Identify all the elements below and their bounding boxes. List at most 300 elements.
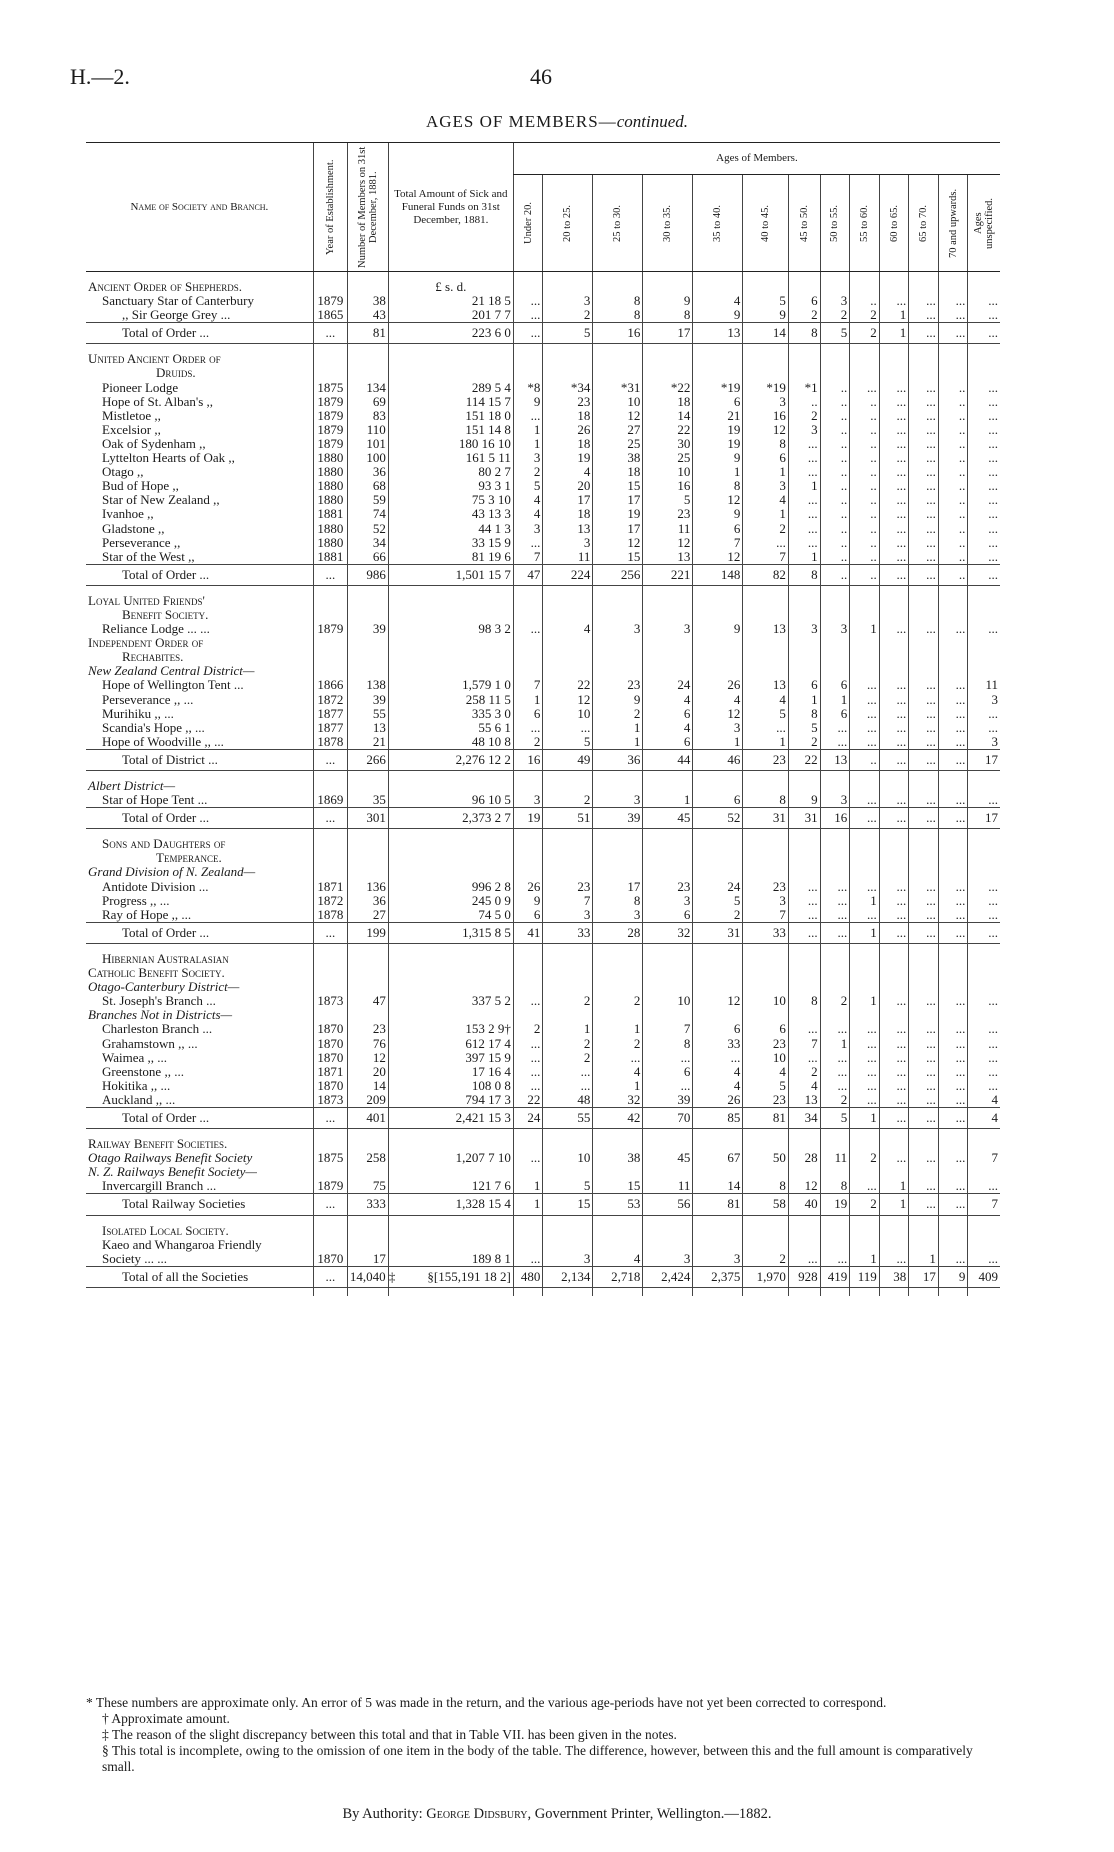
age-cell: 8 bbox=[593, 308, 643, 323]
year-cell bbox=[313, 664, 347, 678]
age-cell: ... bbox=[850, 707, 880, 721]
members-cell bbox=[347, 865, 388, 879]
year-cell: ... bbox=[313, 1107, 347, 1128]
age-cell: ... bbox=[513, 721, 543, 735]
age-cell: ... bbox=[938, 323, 968, 344]
age-cell: 1 bbox=[879, 323, 909, 344]
table-row bbox=[86, 894, 1000, 908]
age-cell: 2 bbox=[593, 1037, 643, 1051]
age-cell: 5 bbox=[743, 1079, 788, 1093]
age-cell: 70 bbox=[643, 1107, 693, 1128]
members-cell bbox=[347, 1224, 388, 1238]
age-cell: ... bbox=[909, 437, 939, 451]
branch-name: Auckland ,, ... bbox=[102, 1091, 176, 1107]
funds-cell: 258 11 5 bbox=[388, 693, 513, 707]
age-cell: 38 bbox=[593, 1151, 643, 1165]
spacer-cell bbox=[313, 829, 347, 838]
page-title bbox=[0, 112, 1114, 132]
age-cell: .. bbox=[820, 437, 850, 451]
age-cell: 1 bbox=[593, 735, 643, 750]
section-heading: Ancient Order of Shepherds. bbox=[88, 279, 243, 294]
age-cell bbox=[743, 865, 788, 879]
members-cell: 209 bbox=[347, 1093, 388, 1108]
age-cell bbox=[643, 1224, 693, 1238]
year-cell: ... bbox=[313, 323, 347, 344]
spacer-cell bbox=[788, 344, 820, 353]
age-cell: 15 bbox=[593, 479, 643, 493]
age-cell: ... bbox=[938, 793, 968, 808]
funds-cell: 189 8 1 bbox=[388, 1252, 513, 1267]
footnotes bbox=[86, 1695, 1006, 1775]
spacer-cell bbox=[693, 344, 743, 353]
age-cell: ... bbox=[820, 1252, 850, 1267]
age-cell: 3 bbox=[820, 622, 850, 636]
spacer-cell bbox=[850, 829, 880, 838]
age-cell: 1 bbox=[743, 507, 788, 521]
age-cell: 22 bbox=[643, 423, 693, 437]
age-cell: ... bbox=[909, 721, 939, 735]
age-cell bbox=[543, 779, 593, 793]
age-cell: 27 bbox=[593, 423, 643, 437]
table-row bbox=[86, 1151, 1000, 1165]
table-row bbox=[86, 381, 1000, 395]
age-cell bbox=[909, 352, 939, 366]
section-heading-row bbox=[86, 664, 1000, 678]
year-cell: 1880 bbox=[313, 493, 347, 507]
branch-name: Reliance Lodge ... ... bbox=[102, 621, 210, 637]
spacer-cell bbox=[513, 1287, 543, 1296]
age-cell: 10 bbox=[643, 994, 693, 1008]
age-cell: ... bbox=[938, 880, 968, 894]
funds-cell: 33 15 9 bbox=[388, 536, 513, 550]
age-cell: 19 bbox=[593, 507, 643, 521]
table-row bbox=[86, 294, 1000, 308]
age-cell bbox=[879, 280, 909, 294]
age-cell bbox=[788, 636, 820, 650]
age-cell: ... bbox=[909, 749, 939, 770]
age-cell: ... bbox=[909, 1065, 939, 1079]
spacer-cell bbox=[938, 943, 968, 952]
table-row bbox=[86, 1051, 1000, 1065]
year-cell: 1879 bbox=[313, 437, 347, 451]
age-cell: 5 bbox=[743, 707, 788, 721]
age-cell bbox=[693, 1238, 743, 1252]
age-cell bbox=[850, 366, 880, 380]
age-cell: ... bbox=[850, 1093, 880, 1108]
spacer-cell bbox=[788, 1215, 820, 1224]
age-cell bbox=[850, 1165, 880, 1179]
funds-cell bbox=[388, 664, 513, 678]
age-cell bbox=[968, 966, 1000, 980]
age-cell: ... bbox=[909, 1194, 939, 1215]
age-cell: 6 bbox=[788, 294, 820, 308]
total-label: Total of all the Societies bbox=[86, 1266, 313, 1287]
age-cell bbox=[543, 851, 593, 865]
spacer-cell bbox=[968, 585, 1000, 594]
age-cell: ... bbox=[643, 1051, 693, 1065]
age-cell bbox=[850, 966, 880, 980]
age-cell: ... bbox=[938, 1037, 968, 1051]
imprint-suffix: , Government Printer, Wellington.—1882. bbox=[527, 1806, 772, 1822]
age-cell bbox=[643, 608, 693, 622]
age-cell bbox=[693, 779, 743, 793]
age-cell: 3 bbox=[643, 622, 693, 636]
funds-cell: 397 15 9 bbox=[388, 1051, 513, 1065]
age-cell bbox=[643, 594, 693, 608]
age-cell: ... bbox=[968, 550, 1000, 565]
age-cell: 9 bbox=[513, 395, 543, 409]
total-label: Total of Order ... bbox=[86, 808, 313, 829]
age-cell bbox=[879, 837, 909, 851]
branch-name: Charleston Branch ... bbox=[102, 1021, 213, 1037]
age-cell: ... bbox=[968, 522, 1000, 536]
funds-cell: 201 7 7 bbox=[388, 308, 513, 323]
spacer-cell bbox=[850, 344, 880, 353]
age-cell bbox=[593, 366, 643, 380]
section-heading-row bbox=[86, 280, 1000, 294]
spacer-cell bbox=[543, 1129, 593, 1138]
age-cell bbox=[743, 636, 788, 650]
members-cell: 76 bbox=[347, 1037, 388, 1051]
spacer-cell bbox=[693, 771, 743, 780]
age-cell: 16 bbox=[820, 808, 850, 829]
year-cell: 1865 bbox=[313, 308, 347, 323]
spacer-cell bbox=[820, 272, 850, 281]
age-cell bbox=[850, 952, 880, 966]
age-cell: 17 bbox=[593, 493, 643, 507]
table-row bbox=[86, 1065, 1000, 1079]
age-cell: ... bbox=[879, 880, 909, 894]
age-cell: 4 bbox=[693, 1079, 743, 1093]
age-cell bbox=[820, 280, 850, 294]
age-cell: 47 bbox=[513, 564, 543, 585]
age-cell: ... bbox=[850, 381, 880, 395]
members-cell bbox=[347, 636, 388, 650]
table-row bbox=[86, 465, 1000, 479]
age-cell: ... bbox=[968, 793, 1000, 808]
age-cell: 19 bbox=[513, 808, 543, 829]
age-cell bbox=[543, 1165, 593, 1179]
age-cell bbox=[968, 851, 1000, 865]
age-cell bbox=[820, 952, 850, 966]
branch-name: St. Joseph's Branch ... bbox=[102, 993, 216, 1009]
age-cell bbox=[850, 779, 880, 793]
spacer-cell bbox=[968, 771, 1000, 780]
age-cell: .. bbox=[820, 423, 850, 437]
members-cell: 13 bbox=[347, 721, 388, 735]
age-cell: ... bbox=[788, 451, 820, 465]
age-cell bbox=[850, 608, 880, 622]
section-heading-row bbox=[86, 636, 1000, 650]
age-cell: ... bbox=[513, 409, 543, 423]
branch-name: Oak of Sydenham ,, bbox=[102, 435, 206, 451]
age-cell: 419 bbox=[820, 1266, 850, 1287]
age-cell: 4 bbox=[513, 493, 543, 507]
age-cell bbox=[788, 664, 820, 678]
age-cell: 17 bbox=[909, 1266, 939, 1287]
age-cell bbox=[513, 837, 543, 851]
spacer-cell bbox=[788, 1287, 820, 1296]
age-cell: 2 bbox=[593, 994, 643, 1008]
age-cell: ... bbox=[788, 1252, 820, 1267]
age-cell bbox=[909, 1238, 939, 1252]
age-cell: 3 bbox=[968, 693, 1000, 707]
age-cell: 39 bbox=[643, 1093, 693, 1108]
members-cell: 199 bbox=[347, 922, 388, 943]
table-row bbox=[86, 622, 1000, 636]
year-cell bbox=[313, 366, 347, 380]
age-cell bbox=[593, 952, 643, 966]
age-cell bbox=[968, 1165, 1000, 1179]
members-cell: 17 bbox=[347, 1252, 388, 1267]
footnote-double-dagger: ‡ The reason of the slight discrepancy between this total and that in Table VII. has been given in the notes. bbox=[102, 1727, 677, 1742]
year-cell: 1880 bbox=[313, 451, 347, 465]
table-row bbox=[86, 437, 1000, 451]
age-cell: ... bbox=[968, 536, 1000, 550]
age-cell: 13 bbox=[743, 678, 788, 692]
age-cell: ... bbox=[909, 1079, 939, 1093]
section-heading: Independent Order of bbox=[88, 635, 204, 651]
spacer-cell bbox=[543, 1287, 593, 1296]
funds-cell: 93 3 1 bbox=[388, 479, 513, 493]
age-cell: 9 bbox=[643, 294, 693, 308]
age-cell: 1 bbox=[643, 793, 693, 808]
age-cell: 119 bbox=[850, 1266, 880, 1287]
spacer-cell bbox=[879, 829, 909, 838]
age-cell: 15 bbox=[593, 550, 643, 565]
age-cell bbox=[820, 352, 850, 366]
age-cell: 3 bbox=[543, 536, 593, 550]
funds-cell: 75 3 10 bbox=[388, 493, 513, 507]
members-cell: 39 bbox=[347, 622, 388, 636]
spacer-cell bbox=[543, 272, 593, 281]
age-cell: *19 bbox=[743, 381, 788, 395]
section-heading-row bbox=[86, 352, 1000, 366]
spacer-row bbox=[86, 344, 1000, 353]
age-cell: ... bbox=[513, 1252, 543, 1267]
age-cell bbox=[909, 837, 939, 851]
age-cell: 31 bbox=[743, 808, 788, 829]
section-heading: New Zealand Central District— bbox=[88, 663, 255, 679]
age-cell: ... bbox=[850, 1051, 880, 1065]
section-heading: Albert District— bbox=[88, 778, 176, 793]
age-cell: ... bbox=[968, 721, 1000, 735]
age-cell bbox=[543, 352, 593, 366]
age-cell: 12 bbox=[693, 707, 743, 721]
age-cell: 23 bbox=[743, 880, 788, 894]
age-cell: ... bbox=[909, 908, 939, 923]
section-heading-row bbox=[86, 1137, 1000, 1151]
age-cell: .. bbox=[938, 493, 968, 507]
age-cell bbox=[593, 352, 643, 366]
age-cell: 24 bbox=[513, 1107, 543, 1128]
year-cell: 1870 bbox=[313, 1051, 347, 1065]
age-cell: 2 bbox=[788, 308, 820, 323]
funds-cell: 180 16 10 bbox=[388, 437, 513, 451]
age-cell bbox=[879, 1137, 909, 1151]
total-row bbox=[86, 1194, 1000, 1215]
age-cell: 13 bbox=[743, 622, 788, 636]
age-cell bbox=[968, 779, 1000, 793]
spacer-cell bbox=[788, 771, 820, 780]
spacer-cell bbox=[743, 272, 788, 281]
year-cell: 1872 bbox=[313, 693, 347, 707]
age-cell: 2 bbox=[820, 1093, 850, 1108]
funds-cell: 1,315 8 5 bbox=[388, 922, 513, 943]
age-cell: 28 bbox=[593, 922, 643, 943]
section-heading-row bbox=[86, 980, 1000, 994]
members-cell: 110 bbox=[347, 423, 388, 437]
age-cell bbox=[850, 636, 880, 650]
spacer-cell bbox=[593, 943, 643, 952]
branch-name: Grahamstown ,, ... bbox=[102, 1035, 198, 1051]
age-cell: ... bbox=[909, 1037, 939, 1051]
age-cell: 23 bbox=[543, 880, 593, 894]
age-cell: ... bbox=[968, 479, 1000, 493]
age-cell bbox=[938, 650, 968, 664]
age-cell bbox=[820, 1224, 850, 1238]
spacer-cell bbox=[513, 1129, 543, 1138]
age-cell: 5 bbox=[788, 721, 820, 735]
age-cell: 32 bbox=[643, 922, 693, 943]
spacer-cell bbox=[968, 1129, 1000, 1138]
section-heading: Railway Benefit Societies. bbox=[88, 1136, 228, 1152]
spacer-cell bbox=[938, 344, 968, 353]
age-cell bbox=[968, 650, 1000, 664]
year-cell: 1879 bbox=[313, 423, 347, 437]
age-cell: 6 bbox=[643, 1065, 693, 1079]
section-heading: Otago-Canterbury District— bbox=[88, 979, 240, 995]
members-cell bbox=[347, 966, 388, 980]
age-cell: ... bbox=[879, 479, 909, 493]
table-row bbox=[86, 536, 1000, 550]
age-cell: ... bbox=[909, 922, 939, 943]
section-heading: N. Z. Railways Benefit Society— bbox=[88, 1164, 257, 1180]
table-row bbox=[86, 423, 1000, 437]
spacer-cell bbox=[593, 771, 643, 780]
spacer-cell bbox=[513, 585, 543, 594]
funds-cell: 1,207 7 10 bbox=[388, 1151, 513, 1165]
age-cell bbox=[850, 980, 880, 994]
age-cell: 1 bbox=[593, 721, 643, 735]
spacer-cell bbox=[938, 771, 968, 780]
page-number: 46 bbox=[530, 64, 552, 89]
age-cell: ... bbox=[938, 1051, 968, 1065]
age-cell: 18 bbox=[643, 395, 693, 409]
age-cell: 3 bbox=[788, 423, 820, 437]
age-cell bbox=[693, 1008, 743, 1022]
age-cell: ... bbox=[968, 922, 1000, 943]
age-cell: 1 bbox=[820, 693, 850, 707]
branch-name: Ray of Hope ,, ... bbox=[102, 906, 192, 922]
spacer-cell bbox=[968, 1215, 1000, 1224]
age-cell: ... bbox=[879, 707, 909, 721]
ages-group-header: Ages of Members. bbox=[513, 143, 1000, 175]
funds-cell: 337 5 2 bbox=[388, 994, 513, 1008]
age-cell bbox=[788, 366, 820, 380]
year-cell: ... bbox=[313, 922, 347, 943]
age-cell: 26 bbox=[513, 880, 543, 894]
age-cell bbox=[909, 851, 939, 865]
age-cell: ... bbox=[879, 522, 909, 536]
age-cell: 52 bbox=[693, 808, 743, 829]
age-cell: 1 bbox=[743, 735, 788, 750]
age-cell: 1 bbox=[879, 1194, 909, 1215]
age-cell bbox=[643, 779, 693, 793]
branch-name: Progress ,, ... bbox=[102, 892, 170, 908]
members-cell: 23 bbox=[347, 1022, 388, 1036]
age-cell: ... bbox=[909, 1093, 939, 1108]
members-cell: 81 bbox=[347, 323, 388, 344]
age-cell: 11 bbox=[820, 1151, 850, 1165]
funds-cell bbox=[388, 366, 513, 380]
age-cell: 13 bbox=[543, 522, 593, 536]
age-cell: 14 bbox=[643, 409, 693, 423]
age-cell: 33 bbox=[743, 922, 788, 943]
funds-cell bbox=[388, 1238, 513, 1252]
age-cell: 11 bbox=[968, 678, 1000, 692]
age-cell: 19 bbox=[693, 437, 743, 451]
age-cell: 22 bbox=[543, 678, 593, 692]
funds-cell: 1,328 15 4 bbox=[388, 1194, 513, 1215]
age-cell: 4 bbox=[743, 1065, 788, 1079]
members-cell: 401 bbox=[347, 1107, 388, 1128]
section-heading-row bbox=[86, 1238, 1000, 1252]
age-cell bbox=[788, 594, 820, 608]
age-cell: 1 bbox=[850, 622, 880, 636]
age-cell: 38 bbox=[593, 451, 643, 465]
age-cell: 10 bbox=[743, 1051, 788, 1065]
age-cell: 49 bbox=[543, 749, 593, 770]
age-cell: ... bbox=[879, 622, 909, 636]
year-cell bbox=[313, 966, 347, 980]
age-cell bbox=[909, 650, 939, 664]
age-cell: 85 bbox=[693, 1107, 743, 1128]
age-cell: ... bbox=[879, 493, 909, 507]
spacer-cell bbox=[788, 829, 820, 838]
spacer-row bbox=[86, 585, 1000, 594]
age-col-header: 40 to 45. bbox=[760, 204, 772, 242]
members-cell bbox=[347, 366, 388, 380]
age-cell bbox=[693, 1165, 743, 1179]
age-cell: ... bbox=[543, 1065, 593, 1079]
age-cell: 23 bbox=[643, 507, 693, 521]
age-cell: ... bbox=[938, 735, 968, 750]
age-cell: 41 bbox=[513, 922, 543, 943]
age-cell: *19 bbox=[693, 381, 743, 395]
age-cell: ... bbox=[909, 409, 939, 423]
spacer-cell bbox=[743, 771, 788, 780]
year-cell: 1880 bbox=[313, 522, 347, 536]
age-cell: ... bbox=[788, 922, 820, 943]
year-cell: 1870 bbox=[313, 1252, 347, 1267]
spacer-cell bbox=[820, 585, 850, 594]
age-col-header: 65 to 70. bbox=[918, 204, 930, 242]
spacer-cell bbox=[743, 1287, 788, 1296]
year-cell bbox=[313, 608, 347, 622]
branch-name: Antidote Division ... bbox=[102, 878, 209, 894]
spacer-cell bbox=[909, 344, 939, 353]
age-cell: 221 bbox=[643, 564, 693, 585]
age-cell bbox=[938, 594, 968, 608]
members-cell: 35 bbox=[347, 793, 388, 808]
table-row bbox=[86, 1179, 1000, 1194]
age-cell bbox=[543, 1238, 593, 1252]
funds-cell bbox=[388, 608, 513, 622]
age-cell bbox=[968, 1238, 1000, 1252]
branch-name: Greenstone ,, ... bbox=[102, 1063, 184, 1079]
branch-name: Star of New Zealand ,, bbox=[102, 492, 220, 508]
